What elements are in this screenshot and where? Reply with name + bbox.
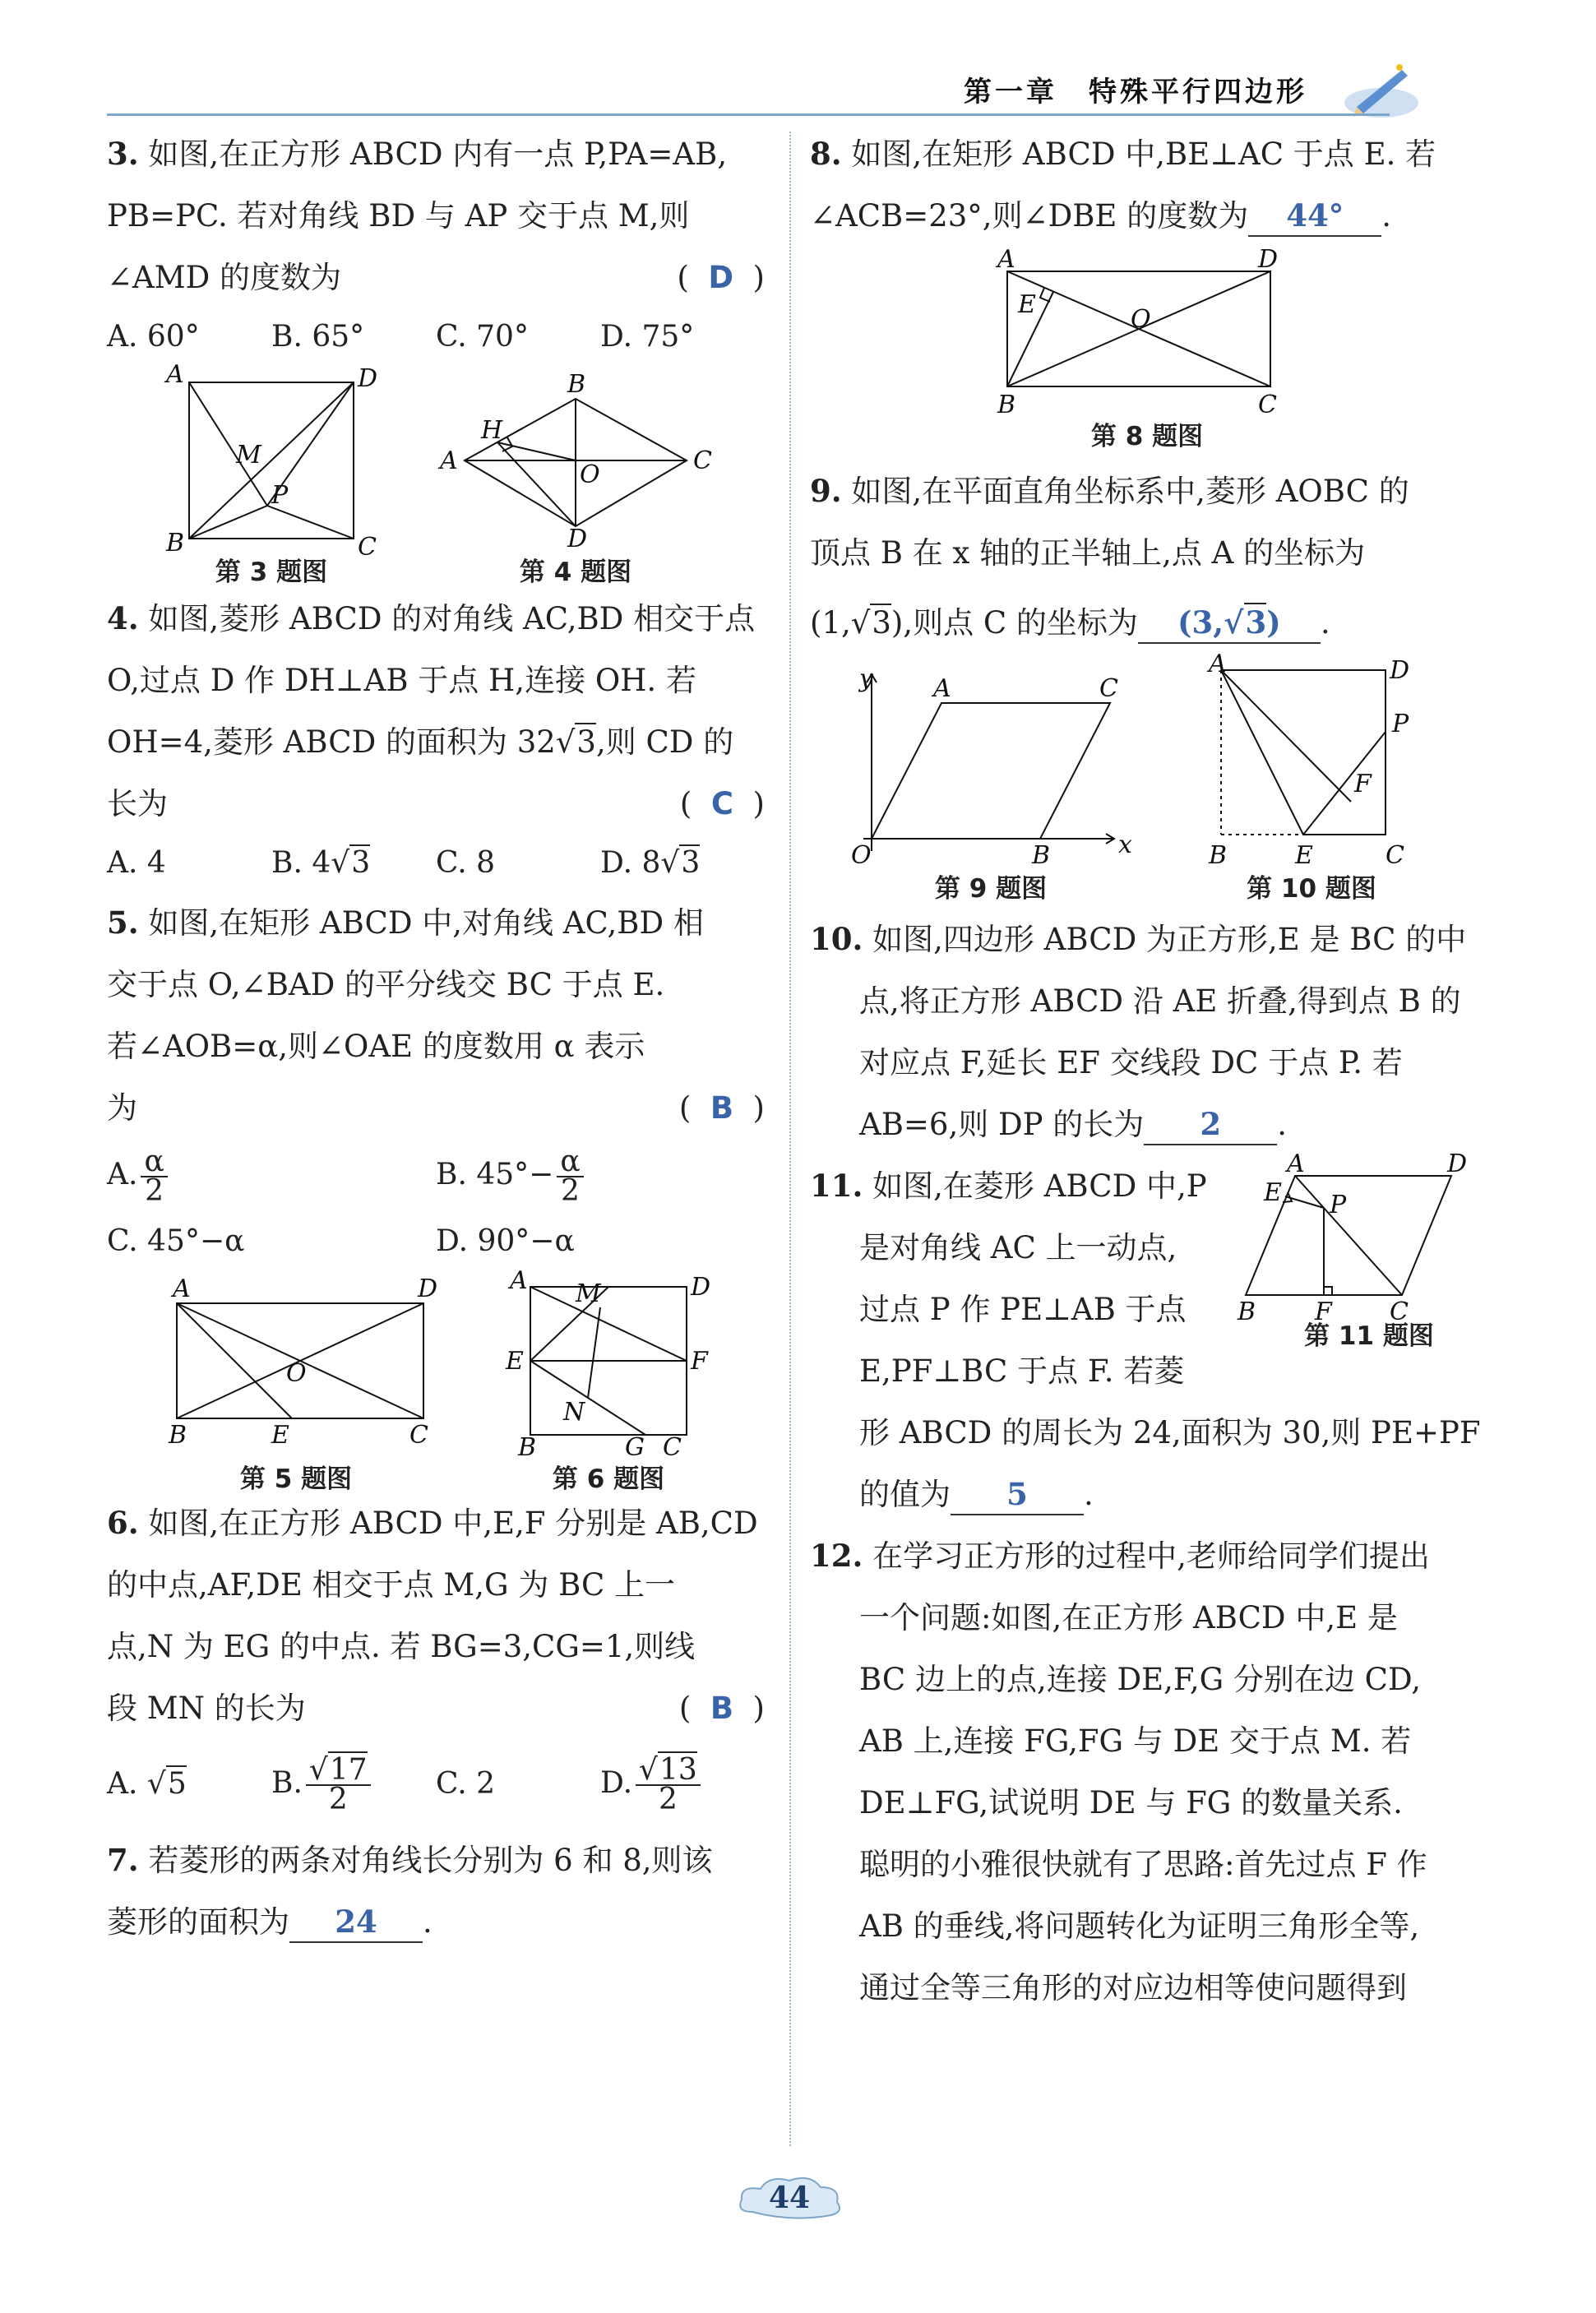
svg-text:A: A [1209,650,1227,678]
svg-text:D: D [358,364,378,393]
option-d: D. 90°−α [436,1224,575,1258]
option-b: B. 45°− $\frac{\alpha}{2}$ [436,1146,765,1205]
svg-text:F: F [1354,770,1372,798]
question-text: 形 ABCD 的周长为 24,面积为 30,则 PE+PF [859,1415,1481,1450]
header-rule [107,113,1390,116]
question-text: 若∠AOB=α,则∠OAE 的度数用 α 表示 [107,1029,645,1064]
question-text: 一个问题:如图,在正方形 ABCD 中,E 是 [859,1600,1398,1635]
answer-blank: (3,√3) [1138,603,1321,644]
svg-text:O: O [286,1359,307,1388]
question-text: PB=PC. 若对角线 BD 与 AP 交于点 M,则 [107,198,690,234]
question-text: 过点 P 作 PE⊥AB 于点 [859,1292,1187,1327]
answer: B [710,1090,734,1126]
figure-11-diagram [1237,1150,1484,1326]
question-number: 5. [107,904,139,941]
question-number: 3. [107,136,139,172]
figure-8 [810,247,1484,460]
svg-text:P: P [1392,710,1409,738]
radicand: 3 [872,605,891,641]
answer-blank: 2 [1144,1104,1277,1145]
option-c: C. 2 [436,1767,496,1801]
left-column [107,123,765,1953]
svg-text:E: E [1295,841,1313,870]
option-a: A. √5 [107,1767,187,1801]
figure-6-caption: 第 6 题图 [552,1464,665,1494]
option-c: C. 45°−α [107,1224,245,1258]
svg-text:H: H [481,416,503,445]
question-text: (1, [810,605,851,641]
svg-text:B: B [166,529,185,557]
question-text: 如图,四边形 ABCD 为正方形,E 是 BC 的中 [872,922,1467,957]
question-text: 是对角线 AC 上一动点, [859,1230,1177,1265]
question-text: 如图,在菱形 ABCD 中,P [872,1168,1207,1204]
figure-3-diagram [107,360,765,562]
svg-text:y: y [859,664,873,693]
option-a: A. $\frac{\alpha}{2}$ [107,1146,436,1205]
question-7: 7. 若菱形的两条对角线长分别为 6 和 8,则该 菱形的面积为 24 . [107,1830,765,1953]
figure-8-diagram [810,247,1484,419]
question-text: AB 上,连接 FG,FG 与 DE 交于点 M. 若 [859,1723,1412,1759]
page-number-text: 44 [768,2181,811,2215]
question-text: 长为 [107,786,168,821]
column-divider [789,132,791,2146]
figures-3-4 [107,360,765,588]
answer: D [708,260,734,295]
svg-text:A: A [933,674,951,703]
question-5 [107,892,765,1270]
question-text: 菱形的面积为 [107,1904,289,1940]
radicand: 3 [576,724,596,760]
question-10: 10. 如图,四边形 ABCD 为正方形,E 是 BC 的中 点,将正方形 ABCD 沿 AE 折叠,得到点 B 的 对应点 F,延长 EF 交线段 DC 于点 P. 若 AB=6,则 DP 的长为 2 . [810,909,1484,1155]
answer: B [710,1691,734,1726]
svg-text:G: G [625,1433,645,1462]
answer-paren: ( B ) [678,1090,765,1126]
question-number: 11. [810,1168,863,1204]
question-text: 若菱形的两条对角线长分别为 6 和 8,则该 [148,1843,713,1878]
question-text: OH=4,菱形 ABCD 的面积为 32 [107,724,556,760]
question-text: E,PF⊥BC 于点 F. 若菱 [859,1353,1185,1389]
question-text: O,过点 D 作 DH⊥AB 于点 H,连接 OH. 若 [107,663,696,698]
question-text: 通过全等三角形的对应边相等使问题得到 [859,1970,1407,2005]
question-4: 4. 如图,菱形 ABCD 的对角线 AC,BD 相交于点 O,过点 D 作 DH⊥AB 于点 H,连接 OH. 若 OH=4,菱形 ABCD 的面积为 32√3,则 CD 的 长为 ( C ) A. 4 B. 4√3 C. 8 D. 8√3 [107,588,765,892]
question-text: 在学习正方形的过程中,老师给同学们提出 [872,1538,1430,1574]
question-text: ,则 CD 的 [595,724,734,760]
question-9: 9. 如图,在平面直角坐标系中,菱形 AOBC 的 顶点 B 在 x 轴的正半轴上,点 A 的坐标为 (1,√3),则点 C 的坐标为 (3,√3) . [810,460,1484,662]
svg-text:C: C [693,446,712,475]
svg-text:O: O [851,841,872,870]
svg-text:A: A [1287,1150,1305,1178]
question-8: 8. 如图,在矩形 ABCD 中,BE⊥AC 于点 E. 若 ∠ACB=23°,则∠DBE 的度数为 44° . [810,123,1484,247]
question-text: ),则点 C 的坐标为 [891,605,1138,641]
figure-9-caption: 第 9 题图 [934,874,1048,904]
question-3 [107,123,765,366]
svg-text:E: E [271,1421,289,1450]
svg-text:O: O [1131,305,1151,334]
svg-text:A: A [166,360,184,389]
svg-text:M: M [236,441,261,470]
chapter-title: 第一章 特殊平行四边形 [964,76,1307,109]
svg-text:B: B [1237,1298,1256,1326]
answer-paren: ( B ) [678,1691,765,1726]
svg-text:C: C [1386,841,1404,870]
svg-text:P: P [271,481,289,510]
svg-text:C: C [1258,391,1277,419]
question-text: 如图,在平面直角坐标系中,菱形 AOBC 的 [851,474,1409,509]
svg-text:C: C [358,533,377,562]
question-text: 段 MN 的长为 [107,1691,306,1726]
option-d: D. 8√3 [600,846,701,880]
svg-text:B: B [169,1421,187,1450]
question-text: AB 的垂线,将问题转化为证明三角形全等, [859,1908,1420,1944]
options-row-2 [107,1213,765,1270]
svg-text:D: D [567,525,588,553]
question-number: 7. [107,1842,139,1878]
answer-blank: 44° [1248,196,1381,237]
question-text: 为 [107,1090,137,1126]
figure-10-caption: 第 10 题图 [1247,874,1376,904]
svg-text:N: N [563,1398,585,1427]
figure-11-caption: 第 11 题图 [1304,1321,1434,1351]
figure-8-caption: 第 8 题图 [1090,422,1204,451]
figures-9-10 [810,650,1484,909]
option-c: C. 8 [436,846,496,880]
question-text: 顶点 B 在 x 轴的正半轴上,点 A 的坐标为 [810,535,1366,571]
question-text: 对应点 F,延长 EF 交线段 DC 于点 P. 若 [859,1045,1403,1080]
pencil-decoration-icon [1324,58,1423,132]
svg-text:B: B [1209,841,1228,870]
svg-text:E: E [506,1347,524,1376]
svg-text:E: E [1018,290,1036,319]
svg-text:B: B [997,391,1016,419]
question-number: 10. [810,921,863,957]
question-text: DE⊥FG,试说明 DE 与 FG 的数量关系. [859,1785,1403,1820]
svg-text:O: O [580,460,600,489]
question-text: BC 边上的点,连接 DE,F,G 分别在边 CD, [859,1662,1422,1697]
question-text: 如图,菱形 ABCD 的对角线 AC,BD 相交于点 [148,601,756,636]
svg-text:A: A [997,245,1015,274]
answer-paren: ( D ) [677,260,765,295]
svg-text:E: E [1264,1178,1282,1207]
question-text: 如图,在正方形 ABCD 中,E,F 分别是 AB,CD [148,1506,758,1541]
svg-text:D: D [691,1273,711,1302]
svg-text:C: C [1390,1298,1409,1326]
option-b: B. 4√3 [271,846,371,880]
answer-blank: 5 [951,1474,1084,1515]
option-b: B. $\frac{√17}{2}$ [271,1755,436,1814]
svg-text:C: C [663,1433,682,1462]
options [107,835,765,892]
svg-text:D: D [1258,245,1279,274]
svg-text:P: P [1330,1191,1347,1219]
option-d: D. $\frac{√13}{2}$ [600,1755,765,1814]
svg-text:x: x [1118,830,1132,859]
question-text: ∠ACB=23°,则∠DBE 的度数为 [810,198,1249,234]
question-number: 4. [107,600,139,636]
svg-text:F: F [1315,1298,1332,1326]
question-text: 如图,在矩形 ABCD 中,对角线 AC,BD 相 [148,905,704,941]
page-number [732,2171,847,2228]
question-text: 点,将正方形 ABCD 沿 AE 折叠,得到点 B 的 [859,983,1461,1019]
svg-text:A: A [440,446,458,475]
question-text: 如图,在矩形 ABCD 中,BE⊥AC 于点 E. 若 [851,136,1436,172]
options [107,1739,765,1830]
option-b: B. 65° [271,320,365,354]
figure-5-6-diagram [107,1266,765,1462]
question-number: 12. [810,1538,863,1574]
question-6 [107,1492,765,1830]
option-d: D. 75° [600,320,695,354]
svg-text:A: A [173,1274,191,1303]
question-text: 的值为 [859,1477,951,1512]
svg-text:M: M [576,1279,601,1308]
svg-text:D: D [418,1274,438,1303]
question-text: 点,N 为 EG 的中点. 若 BG=3,CG=1,则线 [107,1629,696,1664]
figure-4-caption: 第 4 题图 [519,557,632,587]
options [107,308,765,366]
option-c: C. 70° [436,320,529,354]
figures-5-6 [107,1266,765,1494]
svg-text:B: B [567,370,586,399]
question-text: 交于点 O,∠BAD 的平分线交 BC 于点 E. [107,967,665,1002]
question-text: ∠AMD 的度数为 [107,260,342,295]
answer-blank: 24 [289,1902,423,1943]
question-number: 9. [810,473,842,509]
options-row-1 [107,1139,765,1213]
figure-5-caption: 第 5 题图 [239,1464,353,1494]
question-text: 如图,在正方形 ABCD 内有一点 P,PA=AB, [148,136,728,172]
svg-text:D: D [1390,656,1410,685]
svg-text:B: B [1032,841,1051,870]
svg-text:C: C [1099,674,1118,703]
answer: C [710,786,734,821]
question-number: 6. [107,1505,139,1541]
svg-text:B: B [518,1433,537,1462]
right-column [810,123,1484,2019]
option-a: A. 60° [107,320,200,354]
question-11: 11. 如图,在菱形 ABCD 中,P 是对角线 AC 上一动点, 过点 P 作 PE⊥AB 于点 E,PF⊥BC 于点 F. 若菱 形 ABCD 的周长为 24,面积为 30,则 PE+PF 的值为 5 . A D E P B F C 第 11 题图 [810,1155,1484,1525]
answer-paren: ( C ) [679,786,765,821]
figure-9-10-diagram [810,650,1484,870]
option-a: A. 4 [107,846,166,880]
question-text: AB=6,则 DP 的长为 [859,1107,1145,1142]
svg-text:C: C [409,1421,428,1450]
question-number: 8. [810,136,842,172]
svg-text:F: F [691,1347,708,1376]
svg-text:D: D [1447,1150,1468,1178]
svg-text:A: A [510,1266,528,1295]
figure-3-caption: 第 3 题图 [215,557,328,587]
question-text: 的中点,AF,DE 相交于点 M,G 为 BC 上一 [107,1567,676,1603]
question-text: 聪明的小雅很快就有了思路:首先过点 F 作 [859,1847,1427,1882]
page-header [107,58,1480,123]
question-12 [810,1525,1484,2019]
